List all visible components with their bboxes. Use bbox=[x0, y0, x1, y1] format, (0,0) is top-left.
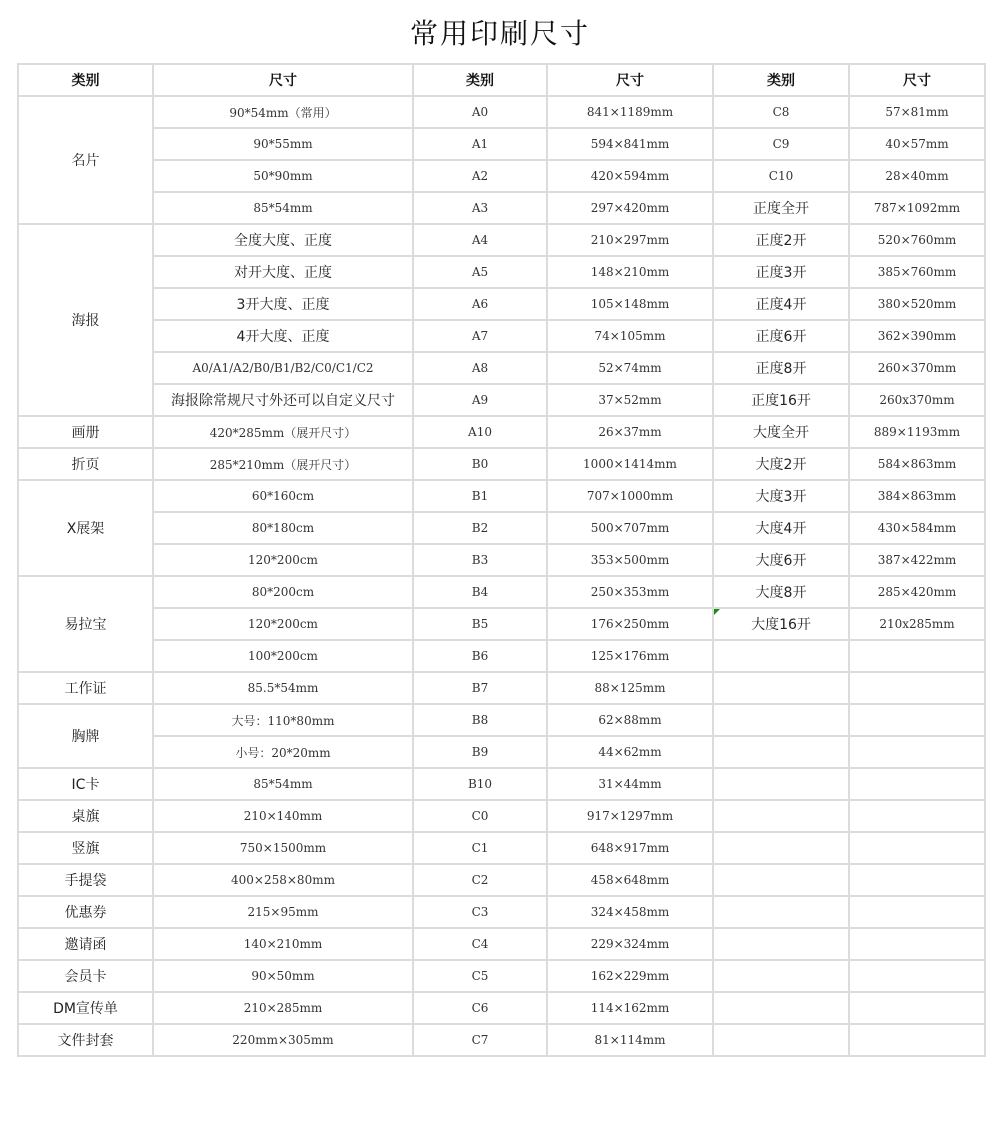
table-row bbox=[18, 160, 985, 192]
product-size-cell: 60*160cm bbox=[153, 480, 413, 512]
paper-size-cell: 260×370mm bbox=[849, 352, 985, 384]
iso-size-cell: 458×648mm bbox=[547, 864, 713, 896]
iso-size-cell: 52×74mm bbox=[547, 352, 713, 384]
iso-code-cell: C0 bbox=[413, 800, 547, 832]
paper-name-cell: 正度2开 bbox=[713, 224, 849, 256]
product-size-cell: 750×1500mm bbox=[153, 832, 413, 864]
product-category-cell: 邀请函 bbox=[18, 928, 153, 960]
iso-code-cell: C2 bbox=[413, 864, 547, 896]
iso-size-cell: 31×44mm bbox=[547, 768, 713, 800]
empty-cell bbox=[849, 704, 985, 736]
iso-size-cell: 162×229mm bbox=[547, 960, 713, 992]
iso-size-cell: 210×297mm bbox=[547, 224, 713, 256]
paper-size-cell: 387×422mm bbox=[849, 544, 985, 576]
paper-size-cell: 384×863mm bbox=[849, 480, 985, 512]
paper-size-cell: 584×863mm bbox=[849, 448, 985, 480]
table-row bbox=[18, 736, 985, 768]
empty-cell bbox=[713, 832, 849, 864]
paper-name-cell bbox=[713, 608, 849, 640]
product-size-cell: 120*200cm bbox=[153, 608, 413, 640]
paper-name-cell: 正度3开 bbox=[713, 256, 849, 288]
product-category-cell: 优惠券 bbox=[18, 896, 153, 928]
iso-code-cell: B9 bbox=[413, 736, 547, 768]
iso-size-cell: 500×707mm bbox=[547, 512, 713, 544]
empty-cell bbox=[713, 704, 849, 736]
product-category-cell: 桌旗 bbox=[18, 800, 153, 832]
product-size-cell: 对开大度、正度 bbox=[153, 256, 413, 288]
empty-cell bbox=[713, 864, 849, 896]
iso-code-cell: A10 bbox=[413, 416, 547, 448]
table-row bbox=[18, 928, 985, 960]
empty-cell bbox=[713, 928, 849, 960]
table-row bbox=[18, 544, 985, 576]
iso-code-cell: B8 bbox=[413, 704, 547, 736]
empty-cell bbox=[713, 672, 849, 704]
paper-name-cell: 大度6开 bbox=[713, 544, 849, 576]
table-row bbox=[18, 960, 985, 992]
product-size-cell: 80*180cm bbox=[153, 512, 413, 544]
iso-code-cell: A1 bbox=[413, 128, 547, 160]
iso-size-cell: 648×917mm bbox=[547, 832, 713, 864]
paper-name-cell: 大度8开 bbox=[713, 576, 849, 608]
paper-name-cell: C10 bbox=[713, 160, 849, 192]
product-size-cell: 85*54mm bbox=[153, 768, 413, 800]
table-row bbox=[18, 320, 985, 352]
iso-code-cell: B7 bbox=[413, 672, 547, 704]
paper-name-cell: 正度16开 bbox=[713, 384, 849, 416]
product-size-cell: 220mm×305mm bbox=[153, 1024, 413, 1056]
iso-code-cell: A6 bbox=[413, 288, 547, 320]
iso-size-cell: 176×250mm bbox=[547, 608, 713, 640]
paper-name-cell: C8 bbox=[713, 96, 849, 128]
product-category-cell: X展架 bbox=[18, 480, 153, 576]
product-size-cell: 90*54mm（常用） bbox=[153, 96, 413, 128]
product-size-cell: 85*54mm bbox=[153, 192, 413, 224]
product-size-cell: 50*90mm bbox=[153, 160, 413, 192]
table-row bbox=[18, 896, 985, 928]
paper-size-cell: 889×1193mm bbox=[849, 416, 985, 448]
table-row bbox=[18, 416, 985, 448]
product-category-cell: 易拉宝 bbox=[18, 576, 153, 672]
iso-size-cell: 250×353mm bbox=[547, 576, 713, 608]
product-size-cell: 420*285mm（展开尺寸） bbox=[153, 416, 413, 448]
paper-name-cell: 正度4开 bbox=[713, 288, 849, 320]
paper-name-text: 大度16开 bbox=[751, 617, 811, 633]
header-iso-category: 类别 bbox=[413, 64, 547, 96]
paper-name-cell: 大度全开 bbox=[713, 416, 849, 448]
product-size-cell: 3开大度、正度 bbox=[153, 288, 413, 320]
header-product-size: 尺寸 bbox=[153, 64, 413, 96]
iso-size-cell: 420×594mm bbox=[547, 160, 713, 192]
paper-name-cell: 正度8开 bbox=[713, 352, 849, 384]
iso-code-cell: A0 bbox=[413, 96, 547, 128]
paper-size-cell: 260x370mm bbox=[849, 384, 985, 416]
table-row bbox=[18, 256, 985, 288]
iso-size-cell: 324×458mm bbox=[547, 896, 713, 928]
iso-code-cell: A7 bbox=[413, 320, 547, 352]
table-row bbox=[18, 704, 985, 736]
print-sizes-table bbox=[17, 63, 986, 1057]
paper-name-cell: 正度6开 bbox=[713, 320, 849, 352]
product-size-cell: 大号：110*80mm bbox=[153, 704, 413, 736]
empty-cell bbox=[849, 992, 985, 1024]
table-row bbox=[18, 800, 985, 832]
table-row bbox=[18, 672, 985, 704]
table-row bbox=[18, 224, 985, 256]
table-row bbox=[18, 768, 985, 800]
table-row bbox=[18, 832, 985, 864]
product-size-cell: 285*210mm（展开尺寸） bbox=[153, 448, 413, 480]
product-size-cell: 80*200cm bbox=[153, 576, 413, 608]
header-paper-size: 尺寸 bbox=[849, 64, 985, 96]
iso-code-cell: A2 bbox=[413, 160, 547, 192]
product-category-cell: 海报 bbox=[18, 224, 153, 416]
iso-code-cell: A3 bbox=[413, 192, 547, 224]
empty-cell bbox=[849, 896, 985, 928]
empty-cell bbox=[849, 640, 985, 672]
product-size-cell: 全度大度、正度 bbox=[153, 224, 413, 256]
header-iso-size: 尺寸 bbox=[547, 64, 713, 96]
iso-code-cell: B10 bbox=[413, 768, 547, 800]
product-size-cell: 海报除常规尺寸外还可以自定义尺寸 bbox=[153, 384, 413, 416]
product-size-cell: 100*200cm bbox=[153, 640, 413, 672]
iso-size-cell: 1000×1414mm bbox=[547, 448, 713, 480]
table-row bbox=[18, 640, 985, 672]
product-category-cell: 竖旗 bbox=[18, 832, 153, 864]
product-category-cell: 名片 bbox=[18, 96, 153, 224]
paper-name-cell: 正度全开 bbox=[713, 192, 849, 224]
product-category-cell: 手提袋 bbox=[18, 864, 153, 896]
paper-size-cell: 385×760mm bbox=[849, 256, 985, 288]
iso-code-cell: A8 bbox=[413, 352, 547, 384]
paper-size-cell: 28×40mm bbox=[849, 160, 985, 192]
iso-size-cell: 707×1000mm bbox=[547, 480, 713, 512]
iso-code-cell: C6 bbox=[413, 992, 547, 1024]
iso-code-cell: B4 bbox=[413, 576, 547, 608]
iso-code-cell: B0 bbox=[413, 448, 547, 480]
product-size-cell: 140×210mm bbox=[153, 928, 413, 960]
iso-code-cell: A9 bbox=[413, 384, 547, 416]
paper-size-cell: 57×81mm bbox=[849, 96, 985, 128]
product-category-cell: 会员卡 bbox=[18, 960, 153, 992]
empty-cell bbox=[713, 640, 849, 672]
iso-size-cell: 74×105mm bbox=[547, 320, 713, 352]
iso-code-cell: C4 bbox=[413, 928, 547, 960]
table-row bbox=[18, 128, 985, 160]
iso-size-cell: 105×148mm bbox=[547, 288, 713, 320]
product-size-cell: 小号：20*20mm bbox=[153, 736, 413, 768]
product-category-cell: 折页 bbox=[18, 448, 153, 480]
paper-size-cell: 362×390mm bbox=[849, 320, 985, 352]
comment-marker-icon bbox=[714, 609, 720, 615]
iso-code-cell: C7 bbox=[413, 1024, 547, 1056]
product-size-cell: A0/A1/A2/B0/B1/B2/C0/C1/C2 bbox=[153, 352, 413, 384]
paper-name-cell: C9 bbox=[713, 128, 849, 160]
iso-size-cell: 353×500mm bbox=[547, 544, 713, 576]
paper-name-cell: 大度2开 bbox=[713, 448, 849, 480]
empty-cell bbox=[713, 736, 849, 768]
iso-size-cell: 44×62mm bbox=[547, 736, 713, 768]
paper-name-cell: 大度3开 bbox=[713, 480, 849, 512]
product-category-cell: 文件封套 bbox=[18, 1024, 153, 1056]
table-row bbox=[18, 512, 985, 544]
iso-size-cell: 81×114mm bbox=[547, 1024, 713, 1056]
product-size-cell: 210×140mm bbox=[153, 800, 413, 832]
header-product-category: 类别 bbox=[18, 64, 153, 96]
iso-code-cell: B6 bbox=[413, 640, 547, 672]
iso-size-cell: 62×88mm bbox=[547, 704, 713, 736]
iso-code-cell: B3 bbox=[413, 544, 547, 576]
product-size-cell: 90×50mm bbox=[153, 960, 413, 992]
product-category-cell: IC卡 bbox=[18, 768, 153, 800]
table-row bbox=[18, 864, 985, 896]
iso-size-cell: 917×1297mm bbox=[547, 800, 713, 832]
iso-code-cell: C5 bbox=[413, 960, 547, 992]
paper-size-cell: 40×57mm bbox=[849, 128, 985, 160]
table-row bbox=[18, 608, 985, 640]
empty-cell bbox=[713, 800, 849, 832]
paper-size-cell: 787×1092mm bbox=[849, 192, 985, 224]
product-category-cell: 画册 bbox=[18, 416, 153, 448]
empty-cell bbox=[713, 768, 849, 800]
table-row bbox=[18, 288, 985, 320]
iso-code-cell: C3 bbox=[413, 896, 547, 928]
paper-size-cell: 380×520mm bbox=[849, 288, 985, 320]
table-row bbox=[18, 480, 985, 512]
product-size-cell: 215×95mm bbox=[153, 896, 413, 928]
iso-size-cell: 37×52mm bbox=[547, 384, 713, 416]
product-size-cell: 400×258×80mm bbox=[153, 864, 413, 896]
empty-cell bbox=[849, 672, 985, 704]
empty-cell bbox=[849, 1024, 985, 1056]
header-paper-category: 类别 bbox=[713, 64, 849, 96]
iso-code-cell: B1 bbox=[413, 480, 547, 512]
iso-code-cell: A4 bbox=[413, 224, 547, 256]
empty-cell bbox=[849, 864, 985, 896]
product-size-cell: 120*200cm bbox=[153, 544, 413, 576]
table-row bbox=[18, 1024, 985, 1056]
table-row bbox=[18, 384, 985, 416]
paper-size-cell: 210x285mm bbox=[849, 608, 985, 640]
paper-size-cell: 285×420mm bbox=[849, 576, 985, 608]
iso-size-cell: 88×125mm bbox=[547, 672, 713, 704]
table-row bbox=[18, 192, 985, 224]
iso-size-cell: 26×37mm bbox=[547, 416, 713, 448]
iso-code-cell: A5 bbox=[413, 256, 547, 288]
product-size-cell: 210×285mm bbox=[153, 992, 413, 1024]
iso-size-cell: 125×176mm bbox=[547, 640, 713, 672]
paper-size-cell: 520×760mm bbox=[849, 224, 985, 256]
product-size-cell: 90*55mm bbox=[153, 128, 413, 160]
product-category-cell: 胸牌 bbox=[18, 704, 153, 768]
empty-cell bbox=[849, 960, 985, 992]
table-row bbox=[18, 352, 985, 384]
empty-cell bbox=[713, 992, 849, 1024]
table-row bbox=[18, 992, 985, 1024]
empty-cell bbox=[849, 736, 985, 768]
table-row bbox=[18, 448, 985, 480]
product-category-cell: 工作证 bbox=[18, 672, 153, 704]
table-row bbox=[18, 576, 985, 608]
empty-cell bbox=[713, 960, 849, 992]
iso-size-cell: 594×841mm bbox=[547, 128, 713, 160]
iso-size-cell: 841×1189mm bbox=[547, 96, 713, 128]
empty-cell bbox=[713, 896, 849, 928]
empty-cell bbox=[849, 928, 985, 960]
table-row bbox=[18, 96, 985, 128]
iso-size-cell: 229×324mm bbox=[547, 928, 713, 960]
empty-cell bbox=[849, 768, 985, 800]
empty-cell bbox=[713, 1024, 849, 1056]
iso-code-cell: C1 bbox=[413, 832, 547, 864]
header-row bbox=[18, 64, 985, 96]
iso-size-cell: 297×420mm bbox=[547, 192, 713, 224]
empty-cell bbox=[849, 800, 985, 832]
product-size-cell: 85.5*54mm bbox=[153, 672, 413, 704]
empty-cell bbox=[849, 832, 985, 864]
product-size-cell: 4开大度、正度 bbox=[153, 320, 413, 352]
product-category-cell: DM宣传单 bbox=[18, 992, 153, 1024]
paper-name-cell: 大度4开 bbox=[713, 512, 849, 544]
iso-size-cell: 114×162mm bbox=[547, 992, 713, 1024]
paper-size-cell: 430×584mm bbox=[849, 512, 985, 544]
iso-size-cell: 148×210mm bbox=[547, 256, 713, 288]
page-title: 常用印刷尺寸 bbox=[409, 17, 590, 50]
iso-code-cell: B5 bbox=[413, 608, 547, 640]
iso-code-cell: B2 bbox=[413, 512, 547, 544]
